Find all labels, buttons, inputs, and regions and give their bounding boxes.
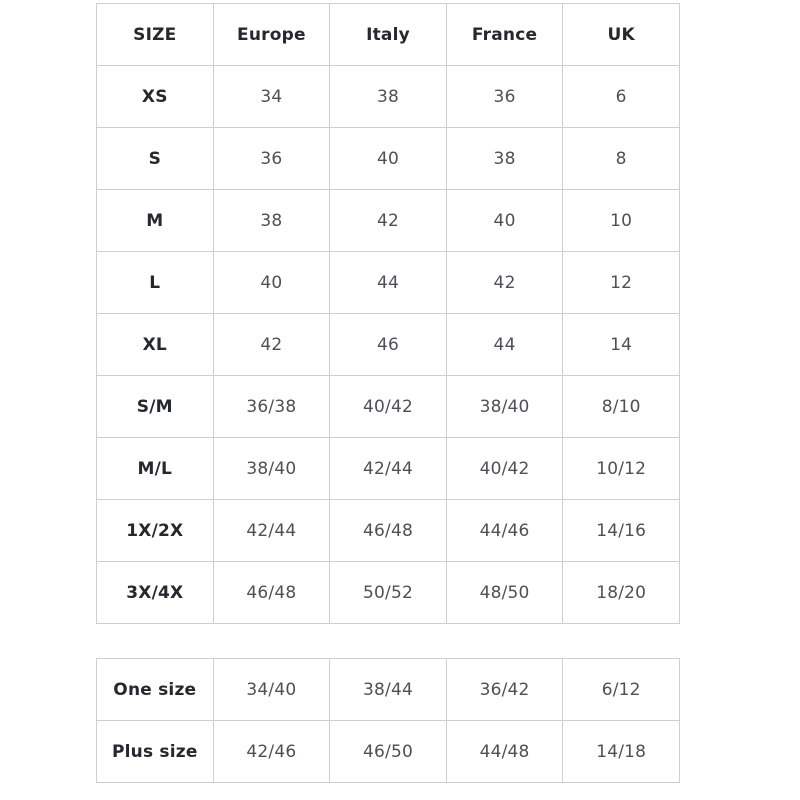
size-conversion-table bbox=[96, 3, 680, 624]
size-value-cell: 40 bbox=[330, 128, 447, 190]
size-value-cell: 38/44 bbox=[330, 659, 447, 721]
size-value-cell: 38/40 bbox=[446, 376, 563, 438]
size-value-cell: 6 bbox=[563, 66, 680, 128]
size-chart bbox=[96, 3, 680, 783]
size-value-cell: 42 bbox=[330, 190, 447, 252]
size-value-cell: 44/46 bbox=[446, 500, 563, 562]
size-value-cell: 42 bbox=[213, 314, 330, 376]
size-value-cell: 36 bbox=[213, 128, 330, 190]
size-value-cell: 18/20 bbox=[563, 562, 680, 624]
size-value-cell: 12 bbox=[563, 252, 680, 314]
column-header-uk: UK bbox=[563, 4, 680, 66]
size-value-cell: 46/50 bbox=[330, 721, 447, 783]
row-label: 3X/4X bbox=[97, 562, 214, 624]
table-row bbox=[97, 659, 680, 721]
header-row bbox=[97, 4, 680, 66]
column-header-italy: Italy bbox=[330, 4, 447, 66]
table-row bbox=[97, 376, 680, 438]
size-value-cell: 42 bbox=[446, 252, 563, 314]
row-label: S bbox=[97, 128, 214, 190]
column-header-france: France bbox=[446, 4, 563, 66]
row-label: XL bbox=[97, 314, 214, 376]
size-value-cell: 36 bbox=[446, 66, 563, 128]
table-row bbox=[97, 721, 680, 783]
size-value-cell: 48/50 bbox=[446, 562, 563, 624]
size-value-cell: 40/42 bbox=[330, 376, 447, 438]
size-value-cell: 40 bbox=[213, 252, 330, 314]
size-value-cell: 44 bbox=[446, 314, 563, 376]
size-value-cell: 46/48 bbox=[330, 500, 447, 562]
size-value-cell: 8 bbox=[563, 128, 680, 190]
size-value-cell: 8/10 bbox=[563, 376, 680, 438]
size-value-cell: 10 bbox=[563, 190, 680, 252]
size-value-cell: 38 bbox=[446, 128, 563, 190]
table-row bbox=[97, 500, 680, 562]
size-value-cell: 36/38 bbox=[213, 376, 330, 438]
row-label: XS bbox=[97, 66, 214, 128]
table-row bbox=[97, 190, 680, 252]
size-value-cell: 44 bbox=[330, 252, 447, 314]
size-value-cell: 36/42 bbox=[446, 659, 563, 721]
size-value-cell: 34 bbox=[213, 66, 330, 128]
column-header-europe: Europe bbox=[213, 4, 330, 66]
size-value-cell: 10/12 bbox=[563, 438, 680, 500]
row-label: S/M bbox=[97, 376, 214, 438]
size-value-cell: 46/48 bbox=[213, 562, 330, 624]
size-value-cell: 50/52 bbox=[330, 562, 447, 624]
size-value-cell: 34/40 bbox=[213, 659, 330, 721]
size-value-cell: 14 bbox=[563, 314, 680, 376]
row-label: L bbox=[97, 252, 214, 314]
size-value-cell: 42/44 bbox=[213, 500, 330, 562]
size-value-cell: 6/12 bbox=[563, 659, 680, 721]
table-row bbox=[97, 252, 680, 314]
size-conversion-table-head bbox=[97, 4, 680, 66]
size-value-cell: 46 bbox=[330, 314, 447, 376]
table-row bbox=[97, 562, 680, 624]
special-sizes-table-body bbox=[97, 659, 680, 783]
size-value-cell: 40/42 bbox=[446, 438, 563, 500]
size-conversion-table-body bbox=[97, 66, 680, 624]
row-label: M/L bbox=[97, 438, 214, 500]
row-label: One size bbox=[97, 659, 214, 721]
table-row bbox=[97, 314, 680, 376]
row-label: 1X/2X bbox=[97, 500, 214, 562]
special-sizes-table bbox=[96, 658, 680, 783]
row-label: M bbox=[97, 190, 214, 252]
table-row bbox=[97, 66, 680, 128]
size-value-cell: 44/48 bbox=[446, 721, 563, 783]
size-value-cell: 14/16 bbox=[563, 500, 680, 562]
column-header-size: SIZE bbox=[97, 4, 214, 66]
size-value-cell: 38 bbox=[330, 66, 447, 128]
size-value-cell: 14/18 bbox=[563, 721, 680, 783]
size-value-cell: 38/40 bbox=[213, 438, 330, 500]
size-value-cell: 42/46 bbox=[213, 721, 330, 783]
size-value-cell: 38 bbox=[213, 190, 330, 252]
row-label: Plus size bbox=[97, 721, 214, 783]
size-value-cell: 42/44 bbox=[330, 438, 447, 500]
table-row bbox=[97, 438, 680, 500]
table-row bbox=[97, 128, 680, 190]
size-value-cell: 40 bbox=[446, 190, 563, 252]
table-gap bbox=[96, 624, 680, 658]
